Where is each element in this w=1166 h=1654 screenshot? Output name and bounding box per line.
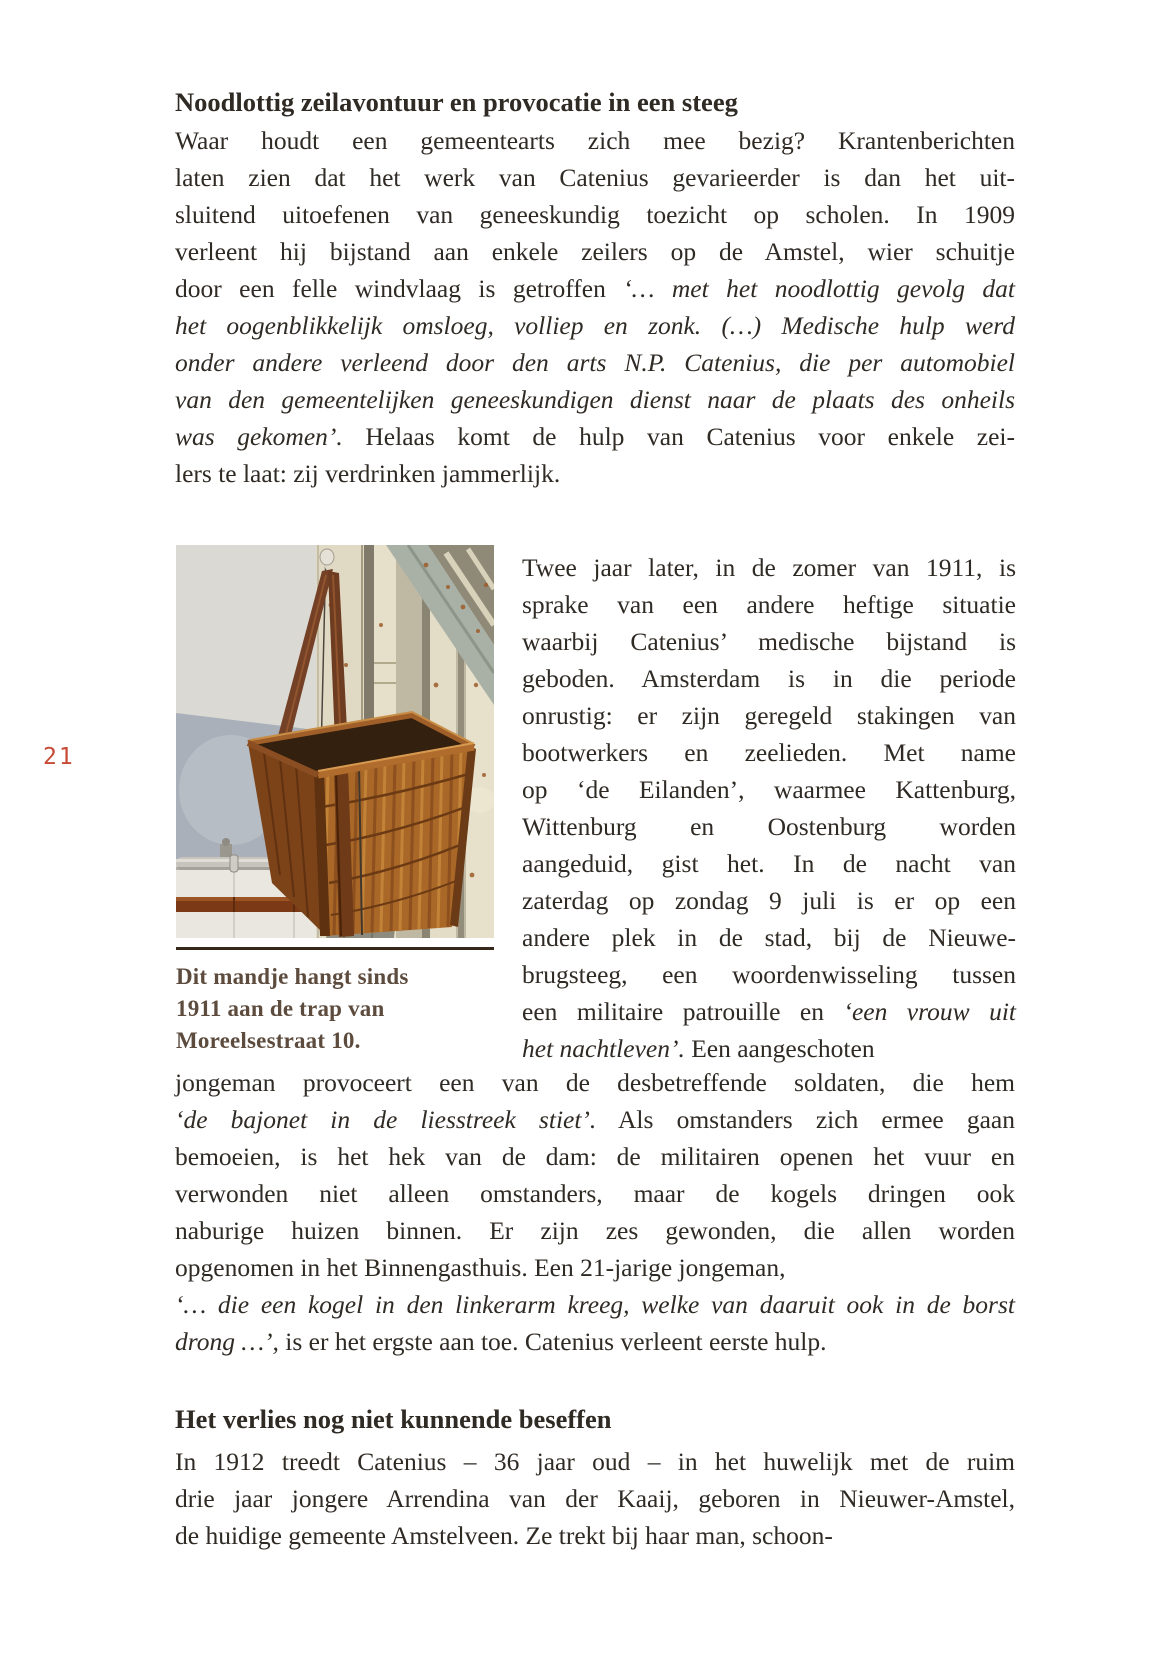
text-line: Moreelsestraat 10. [176,1028,361,1053]
text-line: zaterdag op zondag 9 juli is er op een [522,886,1016,915]
text-line: een militaire patrouille en ‘een vrouw uit [522,997,1016,1026]
text-line: onder andere verleend door den arts N.P. Catenius, die per automobiel [175,348,1015,377]
text-line: andere plek in de stad, bij de Nieuwe- [522,923,1016,952]
text-line: opgenomen in het Binnengasthuis. Een 21-jarige jongeman, [175,1253,786,1282]
text-line: In 1912 treedt Catenius – 36 jaar oud – in het huwelijk met de ruim [175,1447,1015,1476]
text-line: het nachtleven’. Een aangeschoten [522,1034,875,1063]
text-line: ‘de bajonet in de liesstreek stiet’. Als omstanders zich ermee gaan [175,1105,1015,1134]
text-line: de huidige gemeente Amstelveen. Ze trekt bij haar man, schoon- [175,1521,833,1550]
text-line: was gekomen’. Helaas komt de hulp van Catenius voor enkele zei- [175,422,1016,451]
paragraph-2-continued [175,1064,1015,1360]
text-line: geboden. Amsterdam is in die periode [522,664,1016,693]
text-line: bootwerkers en zeelieden. Met name [522,738,1016,767]
caption-rule [176,947,494,950]
text-line: jongeman provoceert een van de desbetreffende soldaten, die hem [175,1068,1015,1097]
paragraph-3 [175,1443,1015,1554]
text-line: Waar houdt een gemeentearts zich mee bezig? Krantenberichten [175,126,1015,155]
basket-photo-illustration [176,545,494,938]
paragraph-1 [175,122,1015,492]
text-line: sluitend uitoefenen van geneeskundig toezicht op scholen. In 1909 [175,200,1015,229]
text-line: drong …’, is er het ergste aan toe. Catenius verleent eerste hulp. [175,1327,827,1356]
text-line: lers te laat: zij verdrinken jammerlijk. [175,459,561,488]
text-line: drie jaar jongere Arrendina van der Kaaij, geboren in Nieuwer-Amstel, [175,1484,1015,1513]
paragraph-2-column [522,549,1016,1067]
text-line: onrustig: er zijn geregeld stakingen van [522,701,1016,730]
text-line: aangeduid, gist het. In de nacht van [522,849,1016,878]
text-line: brugsteeg, een woordenwisseling tussen [522,960,1016,989]
text-line: Dit mandje hangt sinds [176,964,409,989]
text-line: laten zien dat het werk van Catenius gevarieerder is dan het uit- [175,163,1015,192]
section-heading-2: Het verlies nog niet kunnende beseffen [175,1404,612,1434]
text-line: verleent hij bijstand aan enkele zeilers op de Amstel, wier schuitje [175,237,1015,266]
page-number: 21 [43,744,75,770]
section-heading-1: Noodlottig zeilavontuur en provocatie in een steeg [175,87,738,117]
basket-photo [176,545,494,938]
text-line: van den gemeentelijken geneeskundigen dienst naar de plaats des onheils [175,385,1015,414]
text-line: het oogenblikkelijk omsloeg, volliep en zonk. (…) Medische hulp werd [175,311,1015,340]
text-line: Wittenburg en Oostenburg worden [522,812,1016,841]
text-line: waarbij Catenius’ medische bijstand is [522,627,1016,656]
text-line: 1911 aan de trap van [176,996,385,1021]
text-line: door een felle windvlaag is getroffen ‘… met het noodlottig gevolg dat [175,274,1016,303]
text-line: op ‘de Eilanden’, waarmee Kattenburg, [522,775,1016,804]
figure-caption [176,961,494,1057]
text-line: ‘… die een kogel in den linkerarm kreeg, welke van daaruit ook in de borst [175,1290,1015,1319]
text-line: bemoeien, is het hek van de dam: de militairen openen het vuur en [175,1142,1015,1171]
text-line: sprake van een andere heftige situatie [522,590,1016,619]
text-line: Twee jaar later, in de zomer van 1911, is [522,553,1016,582]
text-line: naburige huizen binnen. Er zijn zes gewonden, die allen worden [175,1216,1015,1245]
text-line: verwonden niet alleen omstanders, maar de kogels dringen ook [175,1179,1015,1208]
